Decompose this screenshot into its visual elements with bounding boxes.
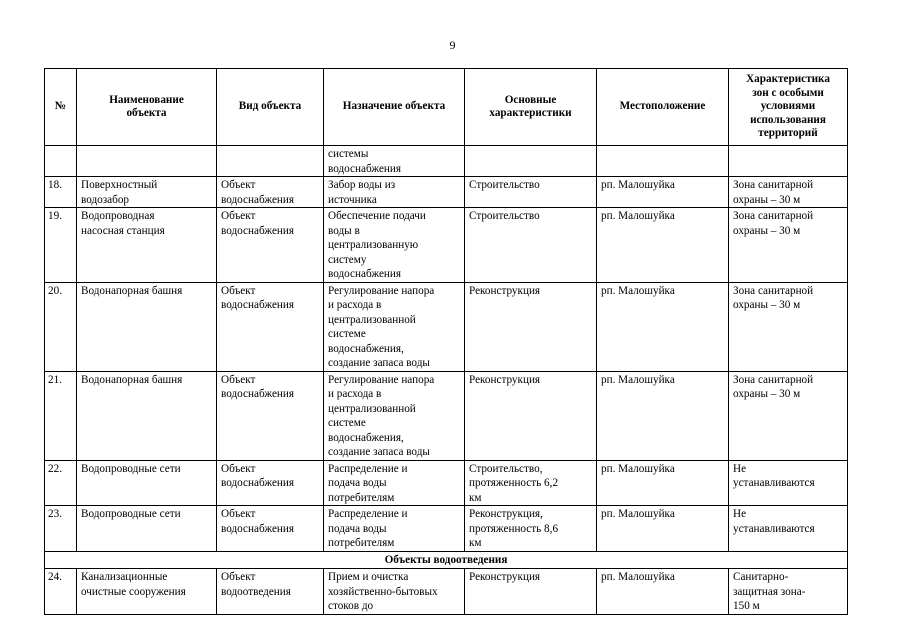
cell-type: Объект водоснабжения [217,177,324,208]
page-number: 9 [449,38,456,52]
cell-type: Объект водоснабжения [217,282,324,371]
cell-location: рп. Малошуйка [597,460,729,506]
cell-characteristics: Строительство [465,208,597,283]
cell-purpose: системы водоснабжения [324,146,465,177]
table-row [45,569,848,615]
cell-characteristics: Строительство [465,177,597,208]
cell-characteristics: Строительство, протяженность 6,2 км [465,460,597,506]
cell-type: Объект водоснабжения [217,460,324,506]
cell-purpose: Забор воды из источника [324,177,465,208]
table-row [45,208,848,283]
cell-characteristics: Реконструкция [465,569,597,615]
table-row [45,371,848,460]
table-row [45,460,848,506]
header-name: Наименование объекта [77,69,217,146]
cell-number: 23. [45,506,77,552]
cell-number: 24. [45,569,77,615]
cell-number: 19. [45,208,77,283]
header-characteristics: Основные характеристики [465,69,597,146]
cell-location: рп. Малошуйка [597,177,729,208]
cell-purpose: Регулирование напора и расхода в централизованной системе водоснабжения, создание запаса воды [324,371,465,460]
section-title: Объекты водоотведения [45,551,848,569]
cell-location: рп. Малошуйка [597,208,729,283]
cell-type: Объект водоотведения [217,569,324,615]
cell-location [597,146,729,177]
header-purpose: Назначение объекта [324,69,465,146]
cell-characteristics [465,146,597,177]
header-number: № [45,69,77,146]
cell-purpose: Обеспечение подачи воды в централизованную систему водоснабжения [324,208,465,283]
cell-name: Водонапорная башня [77,282,217,371]
cell-type: Объект водоснабжения [217,371,324,460]
cell-name: Водонапорная башня [77,371,217,460]
cell-purpose: Регулирование напора и расхода в централизованной системе водоснабжения, создание запаса воды [324,282,465,371]
cell-name: Водопроводная насосная станция [77,208,217,283]
table-row [45,506,848,552]
cell-name [77,146,217,177]
cell-location: рп. Малошуйка [597,569,729,615]
cell-type: Объект водоснабжения [217,208,324,283]
section-header-row [45,551,848,569]
cell-zone: Зона санитарной охраны – 30 м [729,177,848,208]
cell-characteristics: Реконструкция, протяженность 8,6 км [465,506,597,552]
cell-name: Водопроводные сети [77,506,217,552]
cell-purpose: Распределение и подача воды потребителям [324,460,465,506]
cell-purpose: Прием и очистка хозяйственно-бытовых стоков до [324,569,465,615]
cell-characteristics: Реконструкция [465,282,597,371]
cell-name: Поверхностный водозабор [77,177,217,208]
table-row [45,177,848,208]
table-header-row [45,69,848,146]
cell-zone: Зона санитарной охраны – 30 м [729,282,848,371]
cell-zone: Не устанавливаются [729,460,848,506]
table-row [45,282,848,371]
table-row-continuation [45,146,848,177]
objects-table [44,68,848,615]
cell-number: 21. [45,371,77,460]
cell-location: рп. Малошуйка [597,506,729,552]
cell-type [217,146,324,177]
cell-location: рп. Малошуйка [597,282,729,371]
header-location: Местоположение [597,69,729,146]
cell-type: Объект водоснабжения [217,506,324,552]
cell-number: 20. [45,282,77,371]
cell-name: Водопроводные сети [77,460,217,506]
cell-zone: Не устанавливаются [729,506,848,552]
cell-zone: Санитарно- защитная зона- 150 м [729,569,848,615]
header-type: Вид объекта [217,69,324,146]
cell-number: 18. [45,177,77,208]
cell-zone: Зона санитарной охраны – 30 м [729,208,848,283]
cell-number [45,146,77,177]
cell-location: рп. Малошуйка [597,371,729,460]
cell-purpose: Распределение и подача воды потребителям [324,506,465,552]
cell-number: 22. [45,460,77,506]
cell-characteristics: Реконструкция [465,371,597,460]
cell-name: Канализационные очистные сооружения [77,569,217,615]
cell-zone [729,146,848,177]
cell-zone: Зона санитарной охраны – 30 м [729,371,848,460]
header-zone: Характеристика зон с особыми условиями использования территорий [729,69,848,146]
